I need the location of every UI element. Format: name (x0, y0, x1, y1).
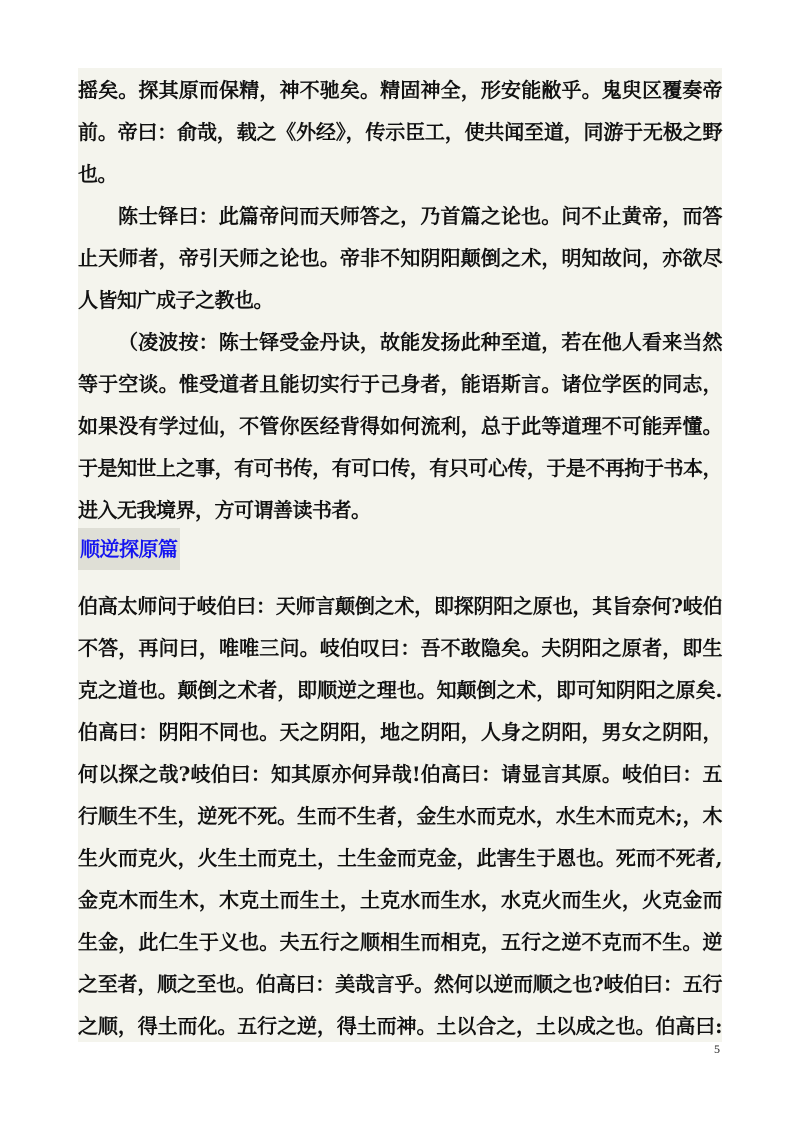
section-heading-text: 顺逆探原篇 (80, 537, 178, 561)
text-line: 陈士铎曰：此篇帝问而天师答之，乃首篇之论也。问不止黄帝，而答 (118, 204, 722, 228)
text-line: 前。帝曰：俞哉，载之《外经》，传示臣工，使共闻至道，同游于无极之野 (78, 120, 722, 144)
text-line: 克之道也。颠倒之术者，即顺逆之理也。知颠倒之术，即可知阴阳之原矣. (78, 678, 722, 702)
text-line: 如果没有学过仙，不管你医经背得如何流利，总于此等道理不可能弄懂。 (78, 414, 722, 438)
text-line: 也。 (78, 162, 117, 186)
text-line: 伯高太师问于岐伯曰：天师言颠倒之术，即探阴阳之原也，其旨奈何?岐伯 (78, 594, 722, 618)
text-line: 伯高曰：阴阳不同也。天之阴阳，地之阴阳，人身之阴阳，男女之阴阳， (78, 720, 722, 744)
text-line: 人皆知广成子之教也。 (78, 288, 273, 312)
text-line: 生火而克火，火生土而克土，土生金而克金，此害生于恩也。死而不死者, (78, 846, 722, 870)
text-line: 止天师者，帝引天师之论也。帝非不知阴阳颠倒之术，明知故问，亦欲尽 (78, 246, 722, 270)
text-line: 不答，再问曰，唯唯三问。岐伯叹曰：吾不敢隐矣。夫阴阳之原者，即生 (78, 636, 722, 660)
text-line: 何以探之哉?岐伯曰：知其原亦何异哉!伯高曰：请显言其原。岐伯曰：五 (78, 762, 722, 786)
section-heading (78, 528, 180, 570)
text-line: 于是知世上之事，有可书传，有可口传，有只可心传，于是不再拘于书本， (78, 456, 722, 480)
text-line: 进入无我境界，方可谓善读书者。 (78, 498, 371, 522)
document-body (78, 68, 722, 1042)
page-number: 5 (714, 1042, 720, 1056)
text-line: 等于空谈。惟受道者且能切实行于己身者，能语斯言。诸位学医的同志， (78, 372, 722, 396)
text-line: 摇矣。探其原而保精，神不驰矣。精固神全，形安能敝乎。鬼臾区覆奏帝 (78, 78, 722, 102)
text-line: 生金，此仁生于义也。夫五行之顺相生而相克，五行之逆不克而不生。逆 (78, 930, 722, 954)
text-line: （凌波按：陈士铎受金丹诀，故能发扬此种至道，若在他人看来当然 (118, 330, 722, 354)
text-line: 之顺，得土而化。五行之逆，得土而神。土以合之，土以成之也。伯高曰: (78, 1014, 722, 1038)
text-line: 之至者，顺之至也。伯高曰：美哉言乎。然何以逆而顺之也?岐伯曰：五行 (78, 972, 722, 996)
text-line: 金克木而生木，木克土而生土，土克水而生水，水克火而生火，火克金而 (78, 888, 722, 912)
text-line: 行顺生不生，逆死不死。生而不生者，金生水而克水，水生木而克木;，木 (78, 804, 722, 828)
